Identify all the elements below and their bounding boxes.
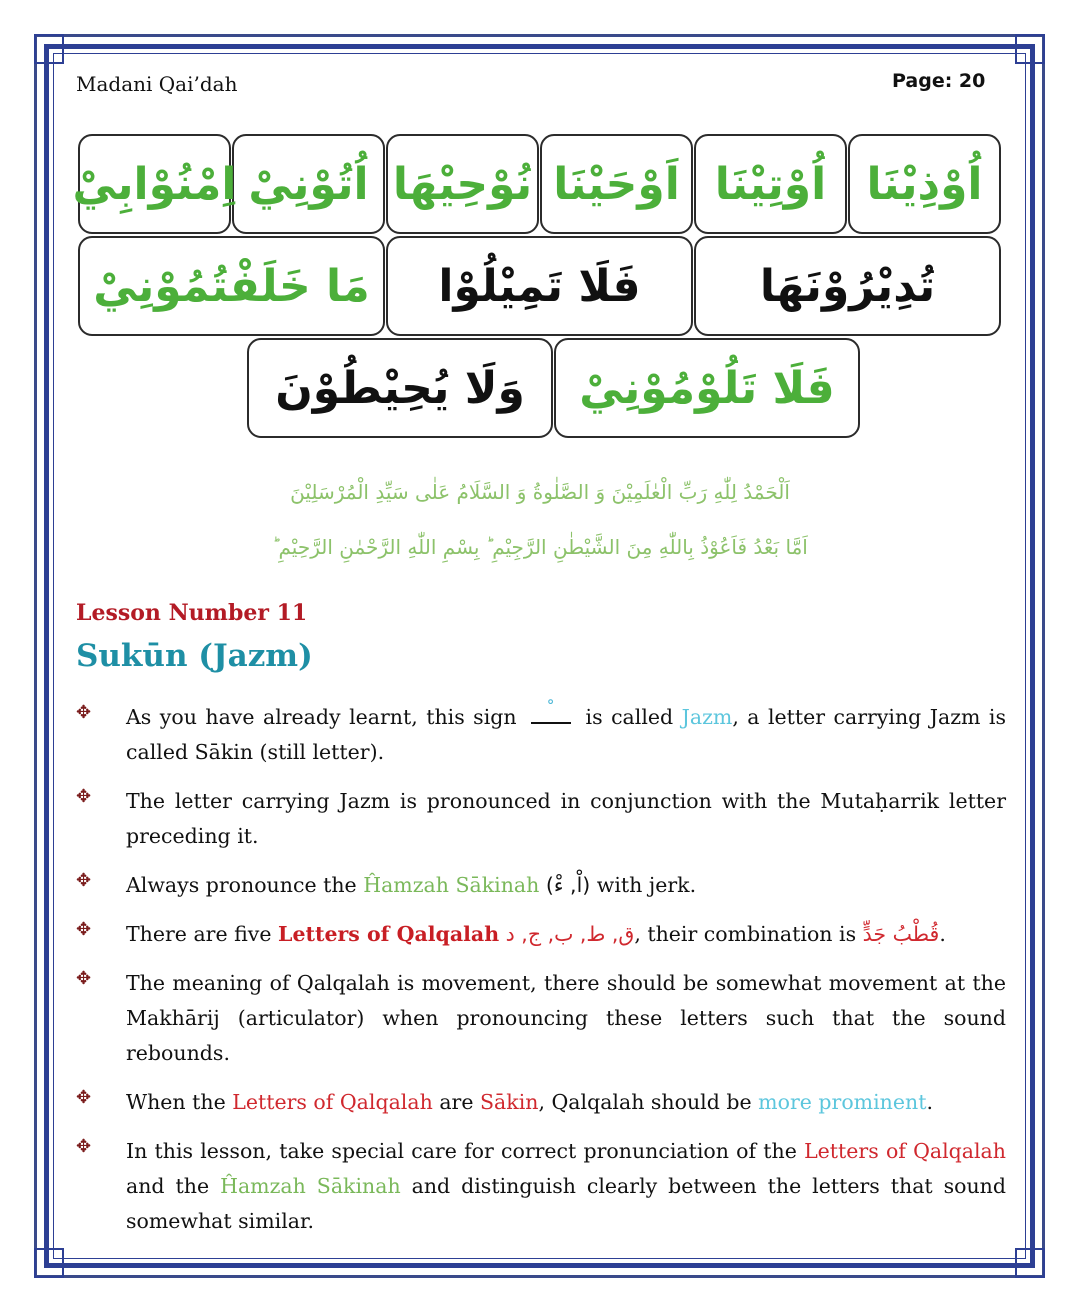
word-tile: تُدِيْرُوْنَهَا — [694, 236, 1001, 336]
word-tile: اُوْتِيْنَا — [694, 134, 847, 234]
frame-corner — [1015, 1248, 1045, 1278]
list-item: ✥ When the Letters of Qalqalah are Sākin, Qalqalah should be more prominent. — [76, 1085, 1006, 1120]
word-tile: اُوْذِيْنَا — [848, 134, 1001, 234]
list-item: ✥ In this lesson, take special care for correct pronunciation of the Letters of Qalqalah and the Ĥamzah Sākinah and distinguish clearly between the letters that sound somewhat similar. — [76, 1134, 1006, 1239]
diamond-bullet-icon: ✥ — [76, 870, 92, 891]
diamond-bullet-icon: ✥ — [76, 786, 92, 807]
word-tile: وَلَا يُحِيْطُوْنَ — [247, 338, 553, 438]
word-tile: اِمْنُوْابِيْ — [78, 134, 231, 234]
word-tile: مَا خَلَفْتُمُوْنِيْ — [78, 236, 385, 336]
word-tile: فَلَا تَمِيْلُوْا — [386, 236, 693, 336]
list-item: ✥ Always pronounce the Ĥamzah Sākinah (اْ, ءْ) with jerk. — [76, 868, 1006, 903]
lesson-title: Sukūn (Jazm) — [76, 638, 313, 674]
page-number: Page: 20 — [892, 70, 986, 92]
list-item: ✥ There are five Letters of Qalqalah ق, ط, ب, ج, د, their combination is قُطْبُ جَدٍّ. — [76, 917, 1006, 952]
word-tile: اَوْحَيْنَا — [540, 134, 693, 234]
diamond-bullet-icon: ✥ — [76, 1136, 92, 1157]
frame-corner — [1015, 34, 1045, 64]
list-item: ✥ The meaning of Qalqalah is movement, there should be somewhat movement at the Makhārij (articulator) when pronouncing these letters such that the sound rebounds. — [76, 966, 1006, 1071]
word-tile: فَلَا تَلُوْمُوْنِيْ — [554, 338, 860, 438]
diamond-bullet-icon: ✥ — [76, 702, 92, 723]
lesson-number: Lesson Number 11 — [76, 600, 308, 626]
diamond-bullet-icon: ✥ — [76, 1087, 92, 1108]
dua-line-1: اَلْحَمْدُ لِلّٰهِ رَبِّ الْعٰلَمِيْنَ وَ الصَّلٰوةُ وَ السَّلَامُ عَلٰى سَيِّدِ الْمُرْسَلِيْنَ — [290, 480, 790, 504]
bullet-list — [76, 700, 1006, 1253]
diamond-bullet-icon: ✥ — [76, 919, 92, 940]
word-tile: اُتُوْنِيْ — [232, 134, 385, 234]
list-item: ✥ The letter carrying Jazm is pronounced in conjunction with the Mutaḥarrik letter preceding it. — [76, 784, 1006, 854]
word-tile: نُوْحِيْهَا — [386, 134, 539, 234]
diamond-bullet-icon: ✥ — [76, 968, 92, 989]
frame-corner — [34, 1248, 64, 1278]
dua-line-2: اَمَّا بَعْدُ فَاَعُوْذُ بِاللّٰهِ مِنَ الشَّيْطٰنِ الرَّجِيْمِ ؕ بِسْمِ اللّٰهِ الرَّحْمٰنِ الرَّحِيْمِ ؕ — [272, 535, 808, 559]
book-title: Madani Qai’dah — [76, 72, 238, 96]
jazm-sign-icon — [531, 702, 571, 724]
frame-corner — [34, 34, 64, 64]
list-item: ✥ As you have already learnt, this sign is called Jazm, a letter carrying Jazm is called Sākin (still letter). — [76, 700, 1006, 770]
